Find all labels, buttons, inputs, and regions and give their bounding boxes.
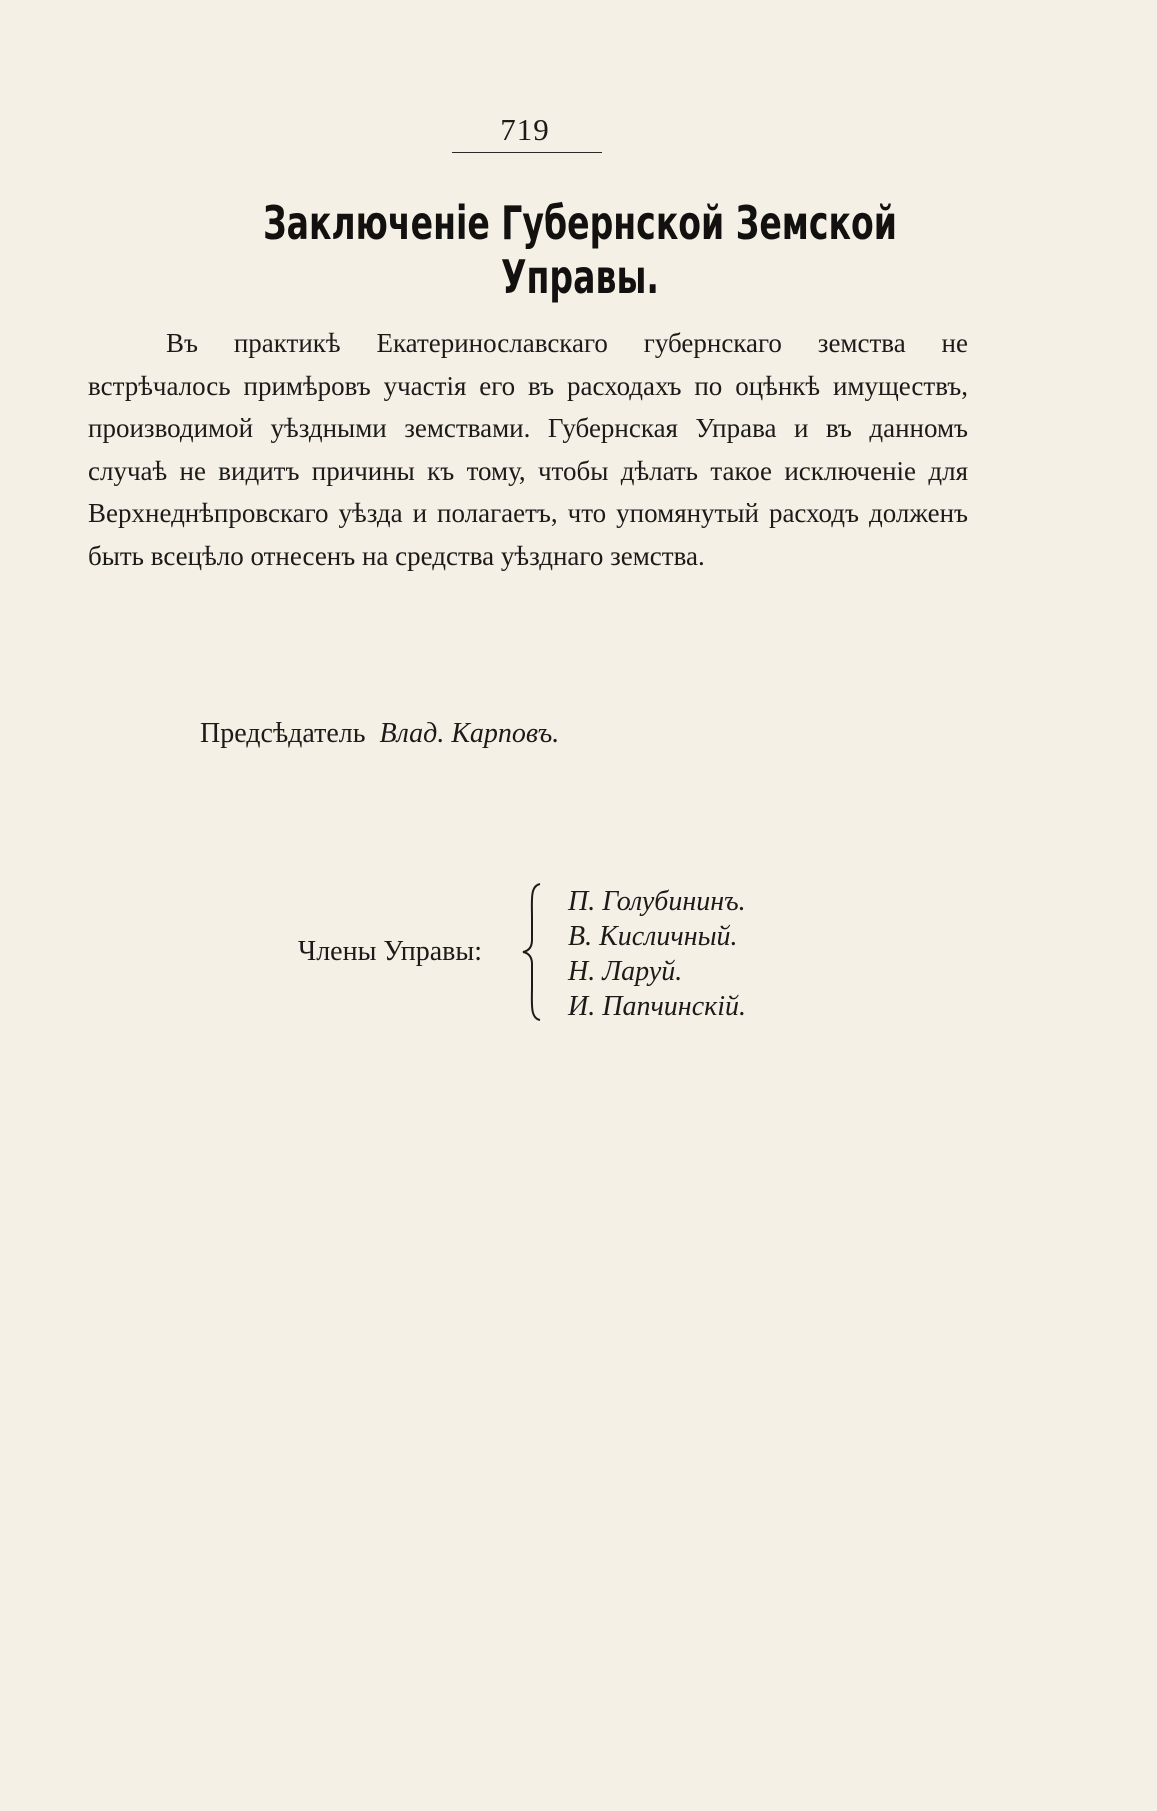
body-paragraph: Въ практикѣ Екатеринославскаго губернскаго земства не встрѣчалось примѣровъ участiя его въ расходахъ по оцѣнкѣ имуществъ, производимой уѣздными земствами. Губернская Управа и въ данномъ случаѣ не видитъ причины къ тому, чтобы дѣлать такое исключенiе для Верхнеднѣпровскаго уѣзда и полагаетъ, что упомянутый расходъ долженъ быть всецѣло отнесенъ на средства уѣзднаго земства. [88, 328, 968, 571]
chairman-name: Влад. Карповъ. [379, 718, 560, 749]
chairman-signature [200, 718, 559, 750]
member-name: В. Кисличный. [568, 921, 738, 952]
member-name: Н. Ларуй. [568, 956, 683, 987]
page-number-rule [452, 152, 602, 153]
section-title: Заключенiе Губернской Земской Управы. [263, 196, 897, 304]
page-number: 719 [500, 112, 550, 147]
member-name: П. Голубининъ. [568, 886, 746, 917]
chairman-label: Предсѣдатель [200, 718, 366, 749]
member-name: И. Папчинскiй. [568, 991, 746, 1022]
members-label: Члены Управы: [298, 936, 482, 967]
curly-brace [520, 882, 546, 1022]
members-list [568, 884, 746, 1024]
